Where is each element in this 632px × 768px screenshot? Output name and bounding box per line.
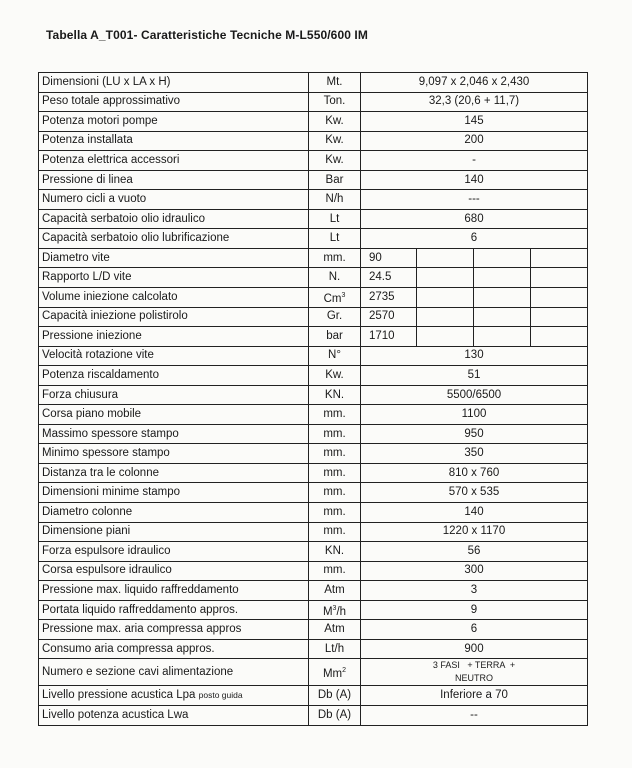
row-label: Diametro colonne <box>39 503 309 523</box>
table-row <box>39 424 588 444</box>
row-label: Minimo spessore stampo <box>39 444 309 464</box>
unit-superscript: 3 <box>341 291 346 299</box>
row-unit: mm. <box>309 248 361 268</box>
row-unit: Db (A) <box>309 705 361 725</box>
row-unit: Kw. <box>309 151 361 171</box>
row-value: 1220 x 1170 <box>361 522 588 542</box>
table-row <box>39 522 588 542</box>
table-row <box>39 639 588 659</box>
table-row <box>39 483 588 503</box>
empty-cell <box>417 288 474 308</box>
row-value: -- <box>361 705 588 725</box>
table-row <box>39 659 588 686</box>
row-unit: N° <box>309 346 361 366</box>
row-value: 6 <box>361 229 588 249</box>
screw-value: 2570 <box>361 307 417 327</box>
row-label: Diametro vite <box>39 248 309 268</box>
row-label-note: posto guida <box>198 690 243 701</box>
row-label: Pressione di linea <box>39 170 309 190</box>
row-label: Numero cicli a vuoto <box>39 190 309 210</box>
row-unit: Lt/h <box>309 639 361 659</box>
table-row <box>39 366 588 386</box>
row-value: 56 <box>361 542 588 562</box>
table-row <box>39 385 588 405</box>
row-unit: Db (A) <box>309 686 361 706</box>
table-row <box>39 229 588 249</box>
row-label: Corsa espulsore idraulico <box>39 561 309 581</box>
specifications-table <box>38 72 588 726</box>
row-unit: mm. <box>309 444 361 464</box>
row-value: 9 <box>361 600 588 620</box>
table-row <box>39 288 588 308</box>
document-title: Tabella A_T001- Caratteristiche Tecniche M-L550/600 IM <box>46 28 368 42</box>
unit-base: Mm <box>322 667 343 680</box>
row-label: Velocità rotazione vite <box>39 346 309 366</box>
row-label: Portata liquido raffreddamento appros. <box>39 600 309 620</box>
final-specs-group <box>39 659 588 725</box>
row-label: Corsa piano mobile <box>39 405 309 425</box>
screw-value: 1710 <box>361 327 417 347</box>
empty-cell <box>531 248 588 268</box>
row-unit: mm. <box>309 522 361 542</box>
row-label: Dimensione piani <box>39 522 309 542</box>
unit-superscript: 2 <box>342 666 347 674</box>
table-row <box>39 92 588 112</box>
table-row <box>39 346 588 366</box>
row-value: 3 <box>361 581 588 601</box>
table-row <box>39 170 588 190</box>
row-value: 570 x 535 <box>361 483 588 503</box>
row-label: Consumo aria compressa appros. <box>39 639 309 659</box>
row-label: Forza espulsore idraulico <box>39 542 309 562</box>
row-unit: N. <box>309 268 361 288</box>
table-row <box>39 463 588 483</box>
table-row <box>39 503 588 523</box>
row-label: Potenza elettrica accessori <box>39 151 309 171</box>
table-row <box>39 131 588 151</box>
row-value: 810 x 760 <box>361 463 588 483</box>
row-label: Capacità serbatoio olio idraulico <box>39 209 309 229</box>
empty-cell <box>474 248 531 268</box>
table-row <box>39 705 588 725</box>
row-value: --- <box>361 190 588 210</box>
row-label: Pressione max. aria compressa appros <box>39 620 309 640</box>
table-row <box>39 190 588 210</box>
unit-base: Cm <box>323 292 342 305</box>
row-label: Dimensioni (LU x LA x H) <box>39 73 309 93</box>
table-row <box>39 561 588 581</box>
row-value: 350 <box>361 444 588 464</box>
row-unit: KN. <box>309 542 361 562</box>
row-value: 950 <box>361 424 588 444</box>
row-value: 5500/6500 <box>361 385 588 405</box>
empty-cell <box>531 307 588 327</box>
table-row <box>39 581 588 601</box>
empty-cell <box>417 307 474 327</box>
table-row <box>39 444 588 464</box>
row-unit <box>309 288 361 308</box>
row-unit: mm. <box>309 483 361 503</box>
row-unit: mm. <box>309 463 361 483</box>
table-row <box>39 112 588 132</box>
machine-specs-group <box>39 346 588 659</box>
empty-cell <box>531 268 588 288</box>
unit-superscript: 3 <box>332 604 337 612</box>
general-specs-group <box>39 73 588 249</box>
row-unit: mm. <box>309 503 361 523</box>
row-value: 140 <box>361 170 588 190</box>
screw-specs-group <box>39 248 588 346</box>
row-value: Inferiore a 70 <box>361 686 588 706</box>
table-row <box>39 151 588 171</box>
row-unit: Ton. <box>309 92 361 112</box>
row-unit: Mt. <box>309 73 361 93</box>
row-value: 300 <box>361 561 588 581</box>
screw-value: 90 <box>361 248 417 268</box>
row-label: Peso totale approssimativo <box>39 92 309 112</box>
row-value: 145 <box>361 112 588 132</box>
row-unit: Gr. <box>309 307 361 327</box>
row-label: Potenza motori pompe <box>39 112 309 132</box>
row-unit: Lt <box>309 209 361 229</box>
row-value: 9,097 x 2,046 x 2,430 <box>361 73 588 93</box>
row-value: 200 <box>361 131 588 151</box>
row-value: 32,3 (20,6 + 11,7) <box>361 92 588 112</box>
row-value: 6 <box>361 620 588 640</box>
table-row <box>39 405 588 425</box>
table-row <box>39 686 588 706</box>
table-row <box>39 209 588 229</box>
row-unit: Kw. <box>309 131 361 151</box>
row-unit: N/h <box>309 190 361 210</box>
empty-cell <box>474 268 531 288</box>
screw-value: 24.5 <box>361 268 417 288</box>
unit-suffix: /h <box>336 605 347 618</box>
row-label: Capacità iniezione polistirolo <box>39 307 309 327</box>
table-row <box>39 620 588 640</box>
row-label: Distanza tra le colonne <box>39 463 309 483</box>
table-row <box>39 73 588 93</box>
row-value: 1100 <box>361 405 588 425</box>
table-row <box>39 542 588 562</box>
row-value: 140 <box>361 503 588 523</box>
row-unit: Kw. <box>309 366 361 386</box>
empty-cell <box>474 288 531 308</box>
row-label: Pressione iniezione <box>39 327 309 347</box>
row-unit: KN. <box>309 385 361 405</box>
row-label: Volume iniezione calcolato <box>39 288 309 308</box>
value-line-1: 3 FASI + TERRA + <box>432 660 516 671</box>
empty-cell <box>417 268 474 288</box>
table-row <box>39 600 588 620</box>
row-value: 51 <box>361 366 588 386</box>
row-label: Dimensioni minime stampo <box>39 483 309 503</box>
empty-cell <box>531 327 588 347</box>
empty-cell <box>417 327 474 347</box>
row-unit: mm. <box>309 405 361 425</box>
row-unit: mm. <box>309 424 361 444</box>
table-row <box>39 268 588 288</box>
row-label: Rapporto L/D vite <box>39 268 309 288</box>
row-label-text: Livello pressione acustica Lpa <box>42 689 196 702</box>
table-row <box>39 307 588 327</box>
row-unit: Atm <box>309 581 361 601</box>
row-label: Livello potenza acustica Lwa <box>39 705 309 725</box>
row-value: 680 <box>361 209 588 229</box>
empty-cell <box>474 327 531 347</box>
row-label: Potenza installata <box>39 131 309 151</box>
row-value: 900 <box>361 639 588 659</box>
value-line-2: NEUTRO <box>455 673 493 684</box>
row-unit: Kw. <box>309 112 361 132</box>
row-unit <box>309 600 361 620</box>
unit-base: M <box>322 605 333 618</box>
row-unit <box>309 659 361 686</box>
row-value <box>361 659 588 686</box>
row-label: Forza chiusura <box>39 385 309 405</box>
table-row <box>39 327 588 347</box>
empty-cell <box>474 307 531 327</box>
empty-cell <box>417 248 474 268</box>
row-label <box>39 686 309 706</box>
row-label: Potenza riscaldamento <box>39 366 309 386</box>
row-label: Capacità serbatoio olio lubrificazione <box>39 229 309 249</box>
table-row <box>39 248 588 268</box>
row-label: Numero e sezione cavi alimentazione <box>39 659 309 686</box>
row-label: Massimo spessore stampo <box>39 424 309 444</box>
row-value: - <box>361 151 588 171</box>
row-unit: Lt <box>309 229 361 249</box>
empty-cell <box>531 288 588 308</box>
row-unit: Bar <box>309 170 361 190</box>
row-value: 130 <box>361 346 588 366</box>
screw-value: 2735 <box>361 288 417 308</box>
row-unit: Atm <box>309 620 361 640</box>
row-unit: mm. <box>309 561 361 581</box>
row-unit: bar <box>309 327 361 347</box>
row-label: Pressione max. liquido raffreddamento <box>39 581 309 601</box>
